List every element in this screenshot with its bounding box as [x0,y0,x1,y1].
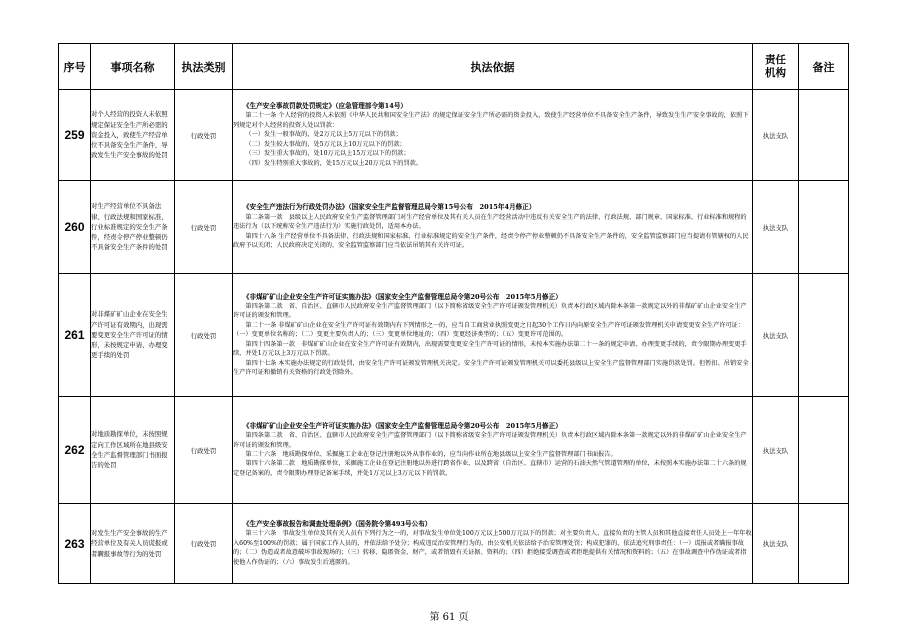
legal-basis [233,504,753,584]
header-category: 执法类别 [175,44,233,90]
header-row [59,44,849,90]
basis-line: （四）发生特别重大事故的，处15万元以上20万元以下的罚款。 [245,159,423,167]
table-row [59,397,849,504]
law-title: 《非煤矿矿山企业安全生产许可证实施办法》（国家安全生产监督管理总局令第20号公布 2015年5月修正） [242,421,562,430]
enforcement-table [58,43,849,584]
header-responsible [753,44,799,90]
item-name: 对个人经营的投资人未依照规定保证安全生产所必需的资金投入，致使生产经营单位不具备安全生产条件，导致发生生产安全事故的处罚 [91,90,175,181]
basis-paragraph: 第四十八条 生产经营单位不具备法律、行政法规和国家标准、行业标准规定的安全生产条件，经责令停产停业整顿仍不具备安全生产条件的，安全监管监察部门应当提请有管辖权的人民政府予以关闭；人民政府决定关闭的，安全监管监察部门应当依法吊销其有关许可证。 [233,232,749,250]
law-title: 《生产安全事故罚款处罚规定》（应急管理部令第14号） [242,102,408,111]
enforcement-category: 行政处罚 [175,274,233,397]
basis-line: （三）发生重大事故的，处10万元以上15万元以下的罚款； [245,150,410,158]
remarks-cell [799,181,849,274]
basis-paragraph: 第四十六条第二款 地质勘探单位，采掘施工企业在登记注册地以外进行跨省作业，以及跨省（自治区、直辖市）运营的石油天然气管道管理的单位，未按照本实施办法第二十六条的规定登记备案的，责令限期办理登记备案手续，并处1万元以上3万元以下的罚款。 [233,460,747,477]
basis-line: （一）发生一般事故的，处2万元以上5万元以下的罚款； [245,131,402,139]
header-responsible-line2: 机构 [765,66,786,79]
law-title: 《安全生产违法行为行政处罚办法》（国家安全生产监督管理总局令第15号公布 2015年4月修正） [242,203,536,212]
remarks-cell [799,397,849,504]
legal-basis [233,274,753,397]
legal-basis [233,181,753,274]
table-row [59,504,849,584]
law-title: 《非煤矿矿山企业安全生产许可证实施办法》（国家安全生产监督管理总局令第20号公布 2015年5月修正） [242,292,562,301]
enforcement-category: 行政处罚 [175,181,233,274]
responsible-unit: 执法支队 [753,504,799,584]
basis-paragraph: 第二十一条 个人经营的投资人未依照《中华人民共和国安全生产法》的规定保证安全生产所必需的资金投入，致使生产经营单位不具备安全生产条件，导致发生生产安全事故的，依照下列规定对个人经营的投资人处以罚款： [233,112,749,129]
header-basis: 执法依据 [233,44,753,90]
basis-paragraph: 第二条第一款 县级以上人民政府安全生产监督管理部门对生产经营单位及其有关人员在生产经营活动中违反有关安全生产的法律、行政法规、部门规章、国家标准、行业标准和规程的违法行为（以下统称安全生产违法行为）实施行政处罚，适用本办法。 [233,213,747,231]
header-name: 事项名称 [91,44,175,90]
basis-line: （二）发生较大事故的，处5万元以上10万元以下的罚款； [245,140,406,148]
basis-paragraph: 第四条第二款 省、自治区、直辖市人民政府安全生产监督管理部门（以下简称省级安全生产许可证颁发管理机关）负责本行政区域内除本条第一款规定以外的非煤矿矿山企业安全生产许可证的颁发和管理。 [233,432,747,449]
table-row [59,181,849,274]
enforcement-category: 行政处罚 [175,90,233,181]
law-title: 《生产安全事故报告和调查处理条例》（国务院令第493号公布） [242,519,432,528]
basis-paragraph: 第四十七条 本实施办法规定的行政处罚，由安全生产许可证颁发管理机关决定。安全生产许可证颁发管理机关可以委托县级以上安全生产监督管理部门实施罚款处罚。但暂扣、吊销安全生产许可证和撤销有关资格的行政处罚除外。 [233,359,749,376]
header-remarks: 备注 [799,44,849,90]
basis-paragraph: 第四十四条第一款 非煤矿矿山企业在安全生产许可证有效期内，出现需要变更安全生产许可证的情形，未按本实施办法第二十一条的规定申请、办理变更手续的，责令限期办理变更手续，并处1万元以上3万元以下罚款。 [233,340,747,358]
table-row [59,274,849,397]
remarks-cell [799,90,849,181]
basis-paragraph: 第三十六条 事故发生单位及其有关人员有下列行为之一的，对事故发生单位处100万元以上500万元以下的罚款；对主要负责人、直接负责的主管人员和其他直接责任人员处上一年年收入60%至100%的罚款；属于国家工作人员的，并依法给予处分；构成违反治安管理行为的，由公安机关依法给予治安管理处罚；构成犯罪的，依法追究刑事责任：（一）谎报或者瞒报事故的；（二）伪造或者故意破坏事故现场的；（三）转移、隐匿资金、财产，或者销毁有关证据、资料的；（四）拒绝接受调查或者拒绝提供有关情况和资料的；（五）在事故调查中作伪证或者指使他人作伪证的；（六）事故发生后逃匿的。 [233,530,752,566]
header-responsible-line1: 责任 [765,53,786,66]
basis-paragraph: 第二十一条 非煤矿矿山企业在安全生产许可证有效期内有下列情形之一的，应当自工商营业执照变更之日起30个工作日内向原安全生产许可证颁发管理机关申请变更安全生产许可证：（一）变更单位名称的；（二）变更主要负责人的；（三）变更单位地址的；（四）变更经济类型的；（五）变更许可范围的。 [233,321,745,339]
responsible-unit: 执法支队 [753,181,799,274]
row-number: 259 [59,90,91,181]
row-number: 263 [59,504,91,584]
table-row [59,90,849,181]
basis-paragraph: 第四条第二款 省、自治区、直辖市人民政府安全生产监督管理部门（以下简称省级安全生产许可证颁发管理机关）负责本行政区域内除本条第一款规定以外的非煤矿矿山企业安全生产许可证的颁发和管理。 [233,303,747,320]
page-number: 第 61 页 [429,612,469,623]
basis-paragraph: 第二十六条 地质勘探单位、采掘施工企业在登记注册地以外从事作业的，应当向作业所在地县级以上安全生产监督管理部门书面报告。 [245,451,617,458]
header-num: 序号 [59,44,91,90]
remarks-cell [799,504,849,584]
item-name: 对地质勘探单位，未按照规定向工作区域所在地县级安全生产监督管理部门书面报告的处罚 [91,397,175,504]
item-name: 对发生生产安全事故的生产经营单位及有关人员谎报或者瞒报事故等行为的处罚 [91,504,175,584]
legal-basis [233,397,753,504]
responsible-unit: 执法支队 [753,397,799,504]
row-number: 260 [59,181,91,274]
responsible-unit: 执法支队 [753,274,799,397]
row-number: 262 [59,397,91,504]
legal-basis [233,90,753,181]
remarks-cell [799,274,849,397]
item-name: 对非煤矿矿山企业在安全生产许可证有效期内，出现需要变更安全生产许可证的情形，未按规定申请、办理变更手续的处罚 [91,274,175,397]
responsible-unit: 执法支队 [753,90,799,181]
row-number: 261 [59,274,91,397]
enforcement-category: 行政处罚 [175,397,233,504]
item-name: 对生产经营单位不具备法律、行政法规和国家标准、行业标准规定的安全生产条件，经责令停产停业整顿仍不具备安全生产条件的处罚 [91,181,175,274]
enforcement-category: 行政处罚 [175,504,233,584]
